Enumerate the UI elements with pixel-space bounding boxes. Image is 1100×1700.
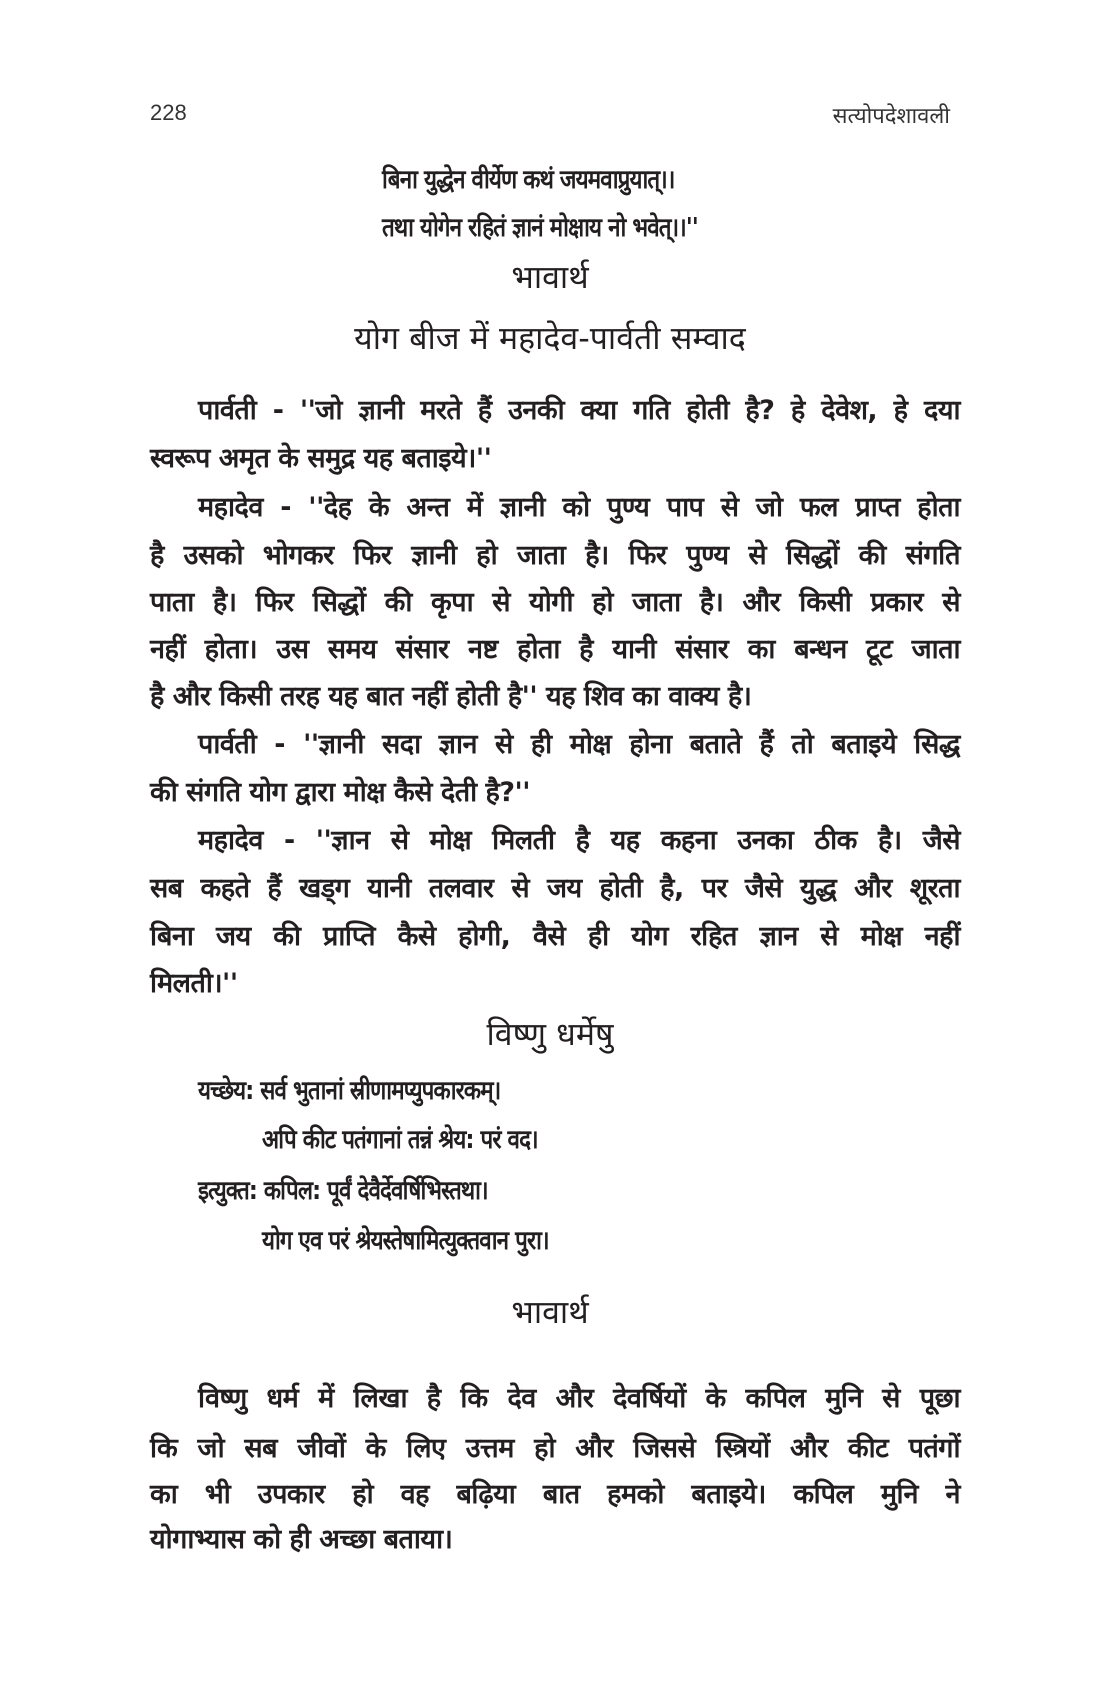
heading-vishnu-dharmeshu: विष्णु धर्मेषु bbox=[486, 1015, 614, 1053]
paragraph-line: महादेव - ''देह के अन्त में ज्ञानी को पुण्य पाप से जो फल प्राप्त होता bbox=[198, 492, 960, 523]
paragraph-line: योगाभ्यास को ही अच्छा बताया। bbox=[150, 1524, 453, 1555]
paragraph-line: विष्णु धर्म में लिखा है कि देव और देवर्षियों के कपिल मुनि से पूछा bbox=[198, 1383, 960, 1414]
paragraph-line: सब कहते हैं खड्ग यानी तलवार से जय होती है, पर जैसे युद्ध और शूरता bbox=[150, 873, 960, 904]
section-subheading: योग बीज में महादेव-पार्वती सम्वाद bbox=[354, 319, 746, 357]
paragraph-line: कि जो सब जीवों के लिए उत्तम हो और जिससे स्त्रियों और कीट पतंगों bbox=[150, 1433, 960, 1464]
paragraph-line: का भी उपकार हो वह बढ़िया बात हमको बताइये। कपिल मुनि ने bbox=[150, 1479, 960, 1510]
running-header-title: सत्योपदेशावली bbox=[832, 104, 950, 129]
paragraph-line: महादेव - ''ज्ञान से मोक्ष मिलती है यह कहना उनका ठीक है। जैसे bbox=[198, 825, 960, 856]
heading-bhavarth-2: भावार्थ bbox=[511, 1293, 589, 1331]
paragraph-line: की संगति योग द्वारा मोक्ष कैसे देती है?'' bbox=[150, 777, 531, 808]
paragraph-line: स्वरूप अमृत के समुद्र यह बताइये।'' bbox=[150, 443, 492, 474]
paragraph-line: है उसको भोगकर फिर ज्ञानी हो जाता है। फिर पुण्य से सिद्धों की संगति bbox=[150, 540, 960, 571]
paragraph-line: पार्वती - ''ज्ञानी सदा ज्ञान से ही मोक्ष होना बताते हैं तो बताइये सिद्ध bbox=[198, 729, 960, 760]
paragraph-line: बिना जय की प्राप्ति कैसे होगी, वैसे ही योग रहित ज्ञान से मोक्ष नहीं bbox=[150, 921, 960, 952]
heading-bhavarth: भावार्थ bbox=[511, 258, 589, 296]
paragraph-line: मिलती।'' bbox=[150, 968, 238, 999]
paragraph-line: नहीं होता। उस समय संसार नष्ट होता है यानी संसार का बन्धन टूट जाता bbox=[150, 634, 960, 665]
verse-line: तथा योगेन रहितं ज्ञानं मोक्षाय नो भवेत्।।'' bbox=[382, 213, 698, 243]
paragraph-line: पाता है। फिर सिद्धों की कृपा से योगी हो जाता है। और किसी प्रकार से bbox=[150, 587, 960, 618]
shloka-line: योग एव परं श्रेयस्तेषामित्युक्तवान पुरा। bbox=[262, 1226, 549, 1256]
verse-line: बिना युद्धेन वीर्येण कथं जयमवाप्रुयात्।। bbox=[382, 165, 675, 195]
paragraph-line: है और किसी तरह यह बात नहीं होती है'' यह शिव का वाक्य है। bbox=[150, 681, 752, 712]
page-number: 228 bbox=[150, 100, 187, 125]
paragraph-line: पार्वती - ''जो ज्ञानी मरते हैं उनकी क्या गति होती है? हे देवेश, हे दया bbox=[198, 395, 960, 426]
shloka-line: अपि कीट पतंगानां तन्नं श्रेय: परं वद। bbox=[262, 1125, 538, 1155]
shloka-line: इत्युक्त: कपिल: पूर्वं देवैर्देवर्षिभिस्तथा। bbox=[198, 1176, 488, 1206]
shloka-line: यच्छेय: सर्व भुतानां स्रीणामप्युपकारकम्। bbox=[198, 1076, 501, 1106]
